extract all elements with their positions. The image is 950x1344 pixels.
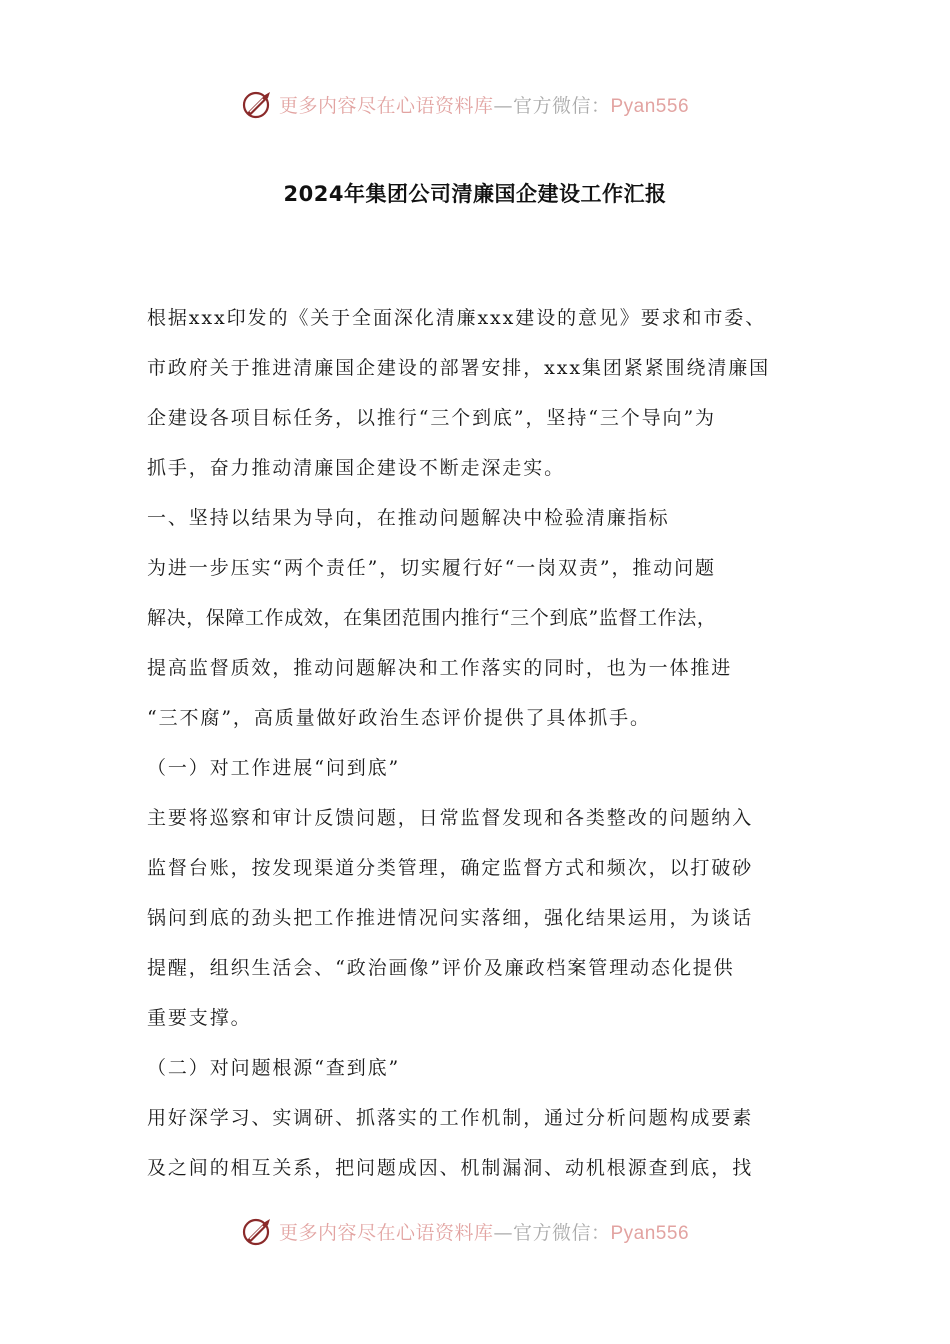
body-line: 锅问到底的劲头把工作推进情况问实落细，强化结果运用，为谈话 (147, 907, 754, 929)
watermark-separator: — (493, 1221, 513, 1244)
subsection-heading: （一）对工作进展“问到底” (147, 757, 401, 779)
watermark-site: 更多内容尽在心语资料库 (278, 94, 494, 117)
body-line: 根据xxx印发的《关于全面深化清廉xxx建设的意见》要求和市委、 (147, 307, 767, 329)
watermark-id: Pyan556 (610, 95, 690, 117)
document-body (147, 296, 815, 1196)
body-line: 企建设各项目标任务，以推行“三个到底”，坚持“三个导向”为 (147, 407, 716, 429)
watermark-label: 官方微信： (512, 1221, 611, 1244)
body-line: 监督台账，按发现渠道分类管理，确定监督方式和频次，以打破砂 (147, 857, 754, 879)
watermark-bottom-inner (241, 1214, 689, 1248)
body-line: 重要支撑。 (147, 1007, 252, 1029)
body-line: “三不腐”，高质量做好政治生态评价提供了具体抓手。 (147, 707, 651, 729)
pen-logo-icon (241, 87, 275, 121)
body-line: 抓手，奋力推动清廉国企建设不断走深走实。 (147, 457, 566, 479)
watermark-separator: — (493, 94, 513, 117)
body-line: 提醒，组织生活会、“政治画像”评价及廉政档案管理动态化提供 (147, 957, 735, 979)
body-line: 为进一步压实“两个责任”，切实履行好“一岗双责”，推动问题 (147, 557, 716, 579)
watermark-site: 更多内容尽在心语资料库 (278, 1221, 494, 1244)
watermark-id: Pyan556 (610, 1222, 690, 1244)
document-title: 2024年集团公司清廉国企建设工作汇报 (283, 182, 667, 206)
body-line: 主要将巡察和审计反馈问题，日常监督发现和各类整改的问题纳入 (147, 807, 754, 829)
body-line: 解决，保障工作成效，在集团范围内推行“三个到底”监督工作法， (147, 607, 717, 629)
body-line: 及之间的相互关系，把问题成因、机制漏洞、动机根源查到底，找 (147, 1157, 754, 1179)
subsection-heading: （二）对问题根源“查到底” (147, 1057, 401, 1079)
watermark-top (0, 84, 950, 124)
watermark-label: 官方微信： (512, 94, 611, 117)
watermark-bottom-text (279, 1218, 689, 1245)
watermark-top-text (279, 91, 689, 118)
section-heading: 一、坚持以结果为导向，在推动问题解决中检验清廉指标 (147, 507, 670, 529)
body-line: 市政府关于推进清廉国企建设的部署安排，xxx集团紧紧围绕清廉国 (147, 357, 771, 379)
body-line: 提高监督质效，推动问题解决和工作落实的同时，也为一体推进 (147, 657, 733, 679)
watermark-bottom (0, 1211, 950, 1251)
watermark-top-inner (241, 87, 689, 121)
pen-logo-icon (241, 1214, 275, 1248)
body-line: 用好深学习、实调研、抓落实的工作机制，通过分析问题构成要素 (147, 1107, 754, 1129)
